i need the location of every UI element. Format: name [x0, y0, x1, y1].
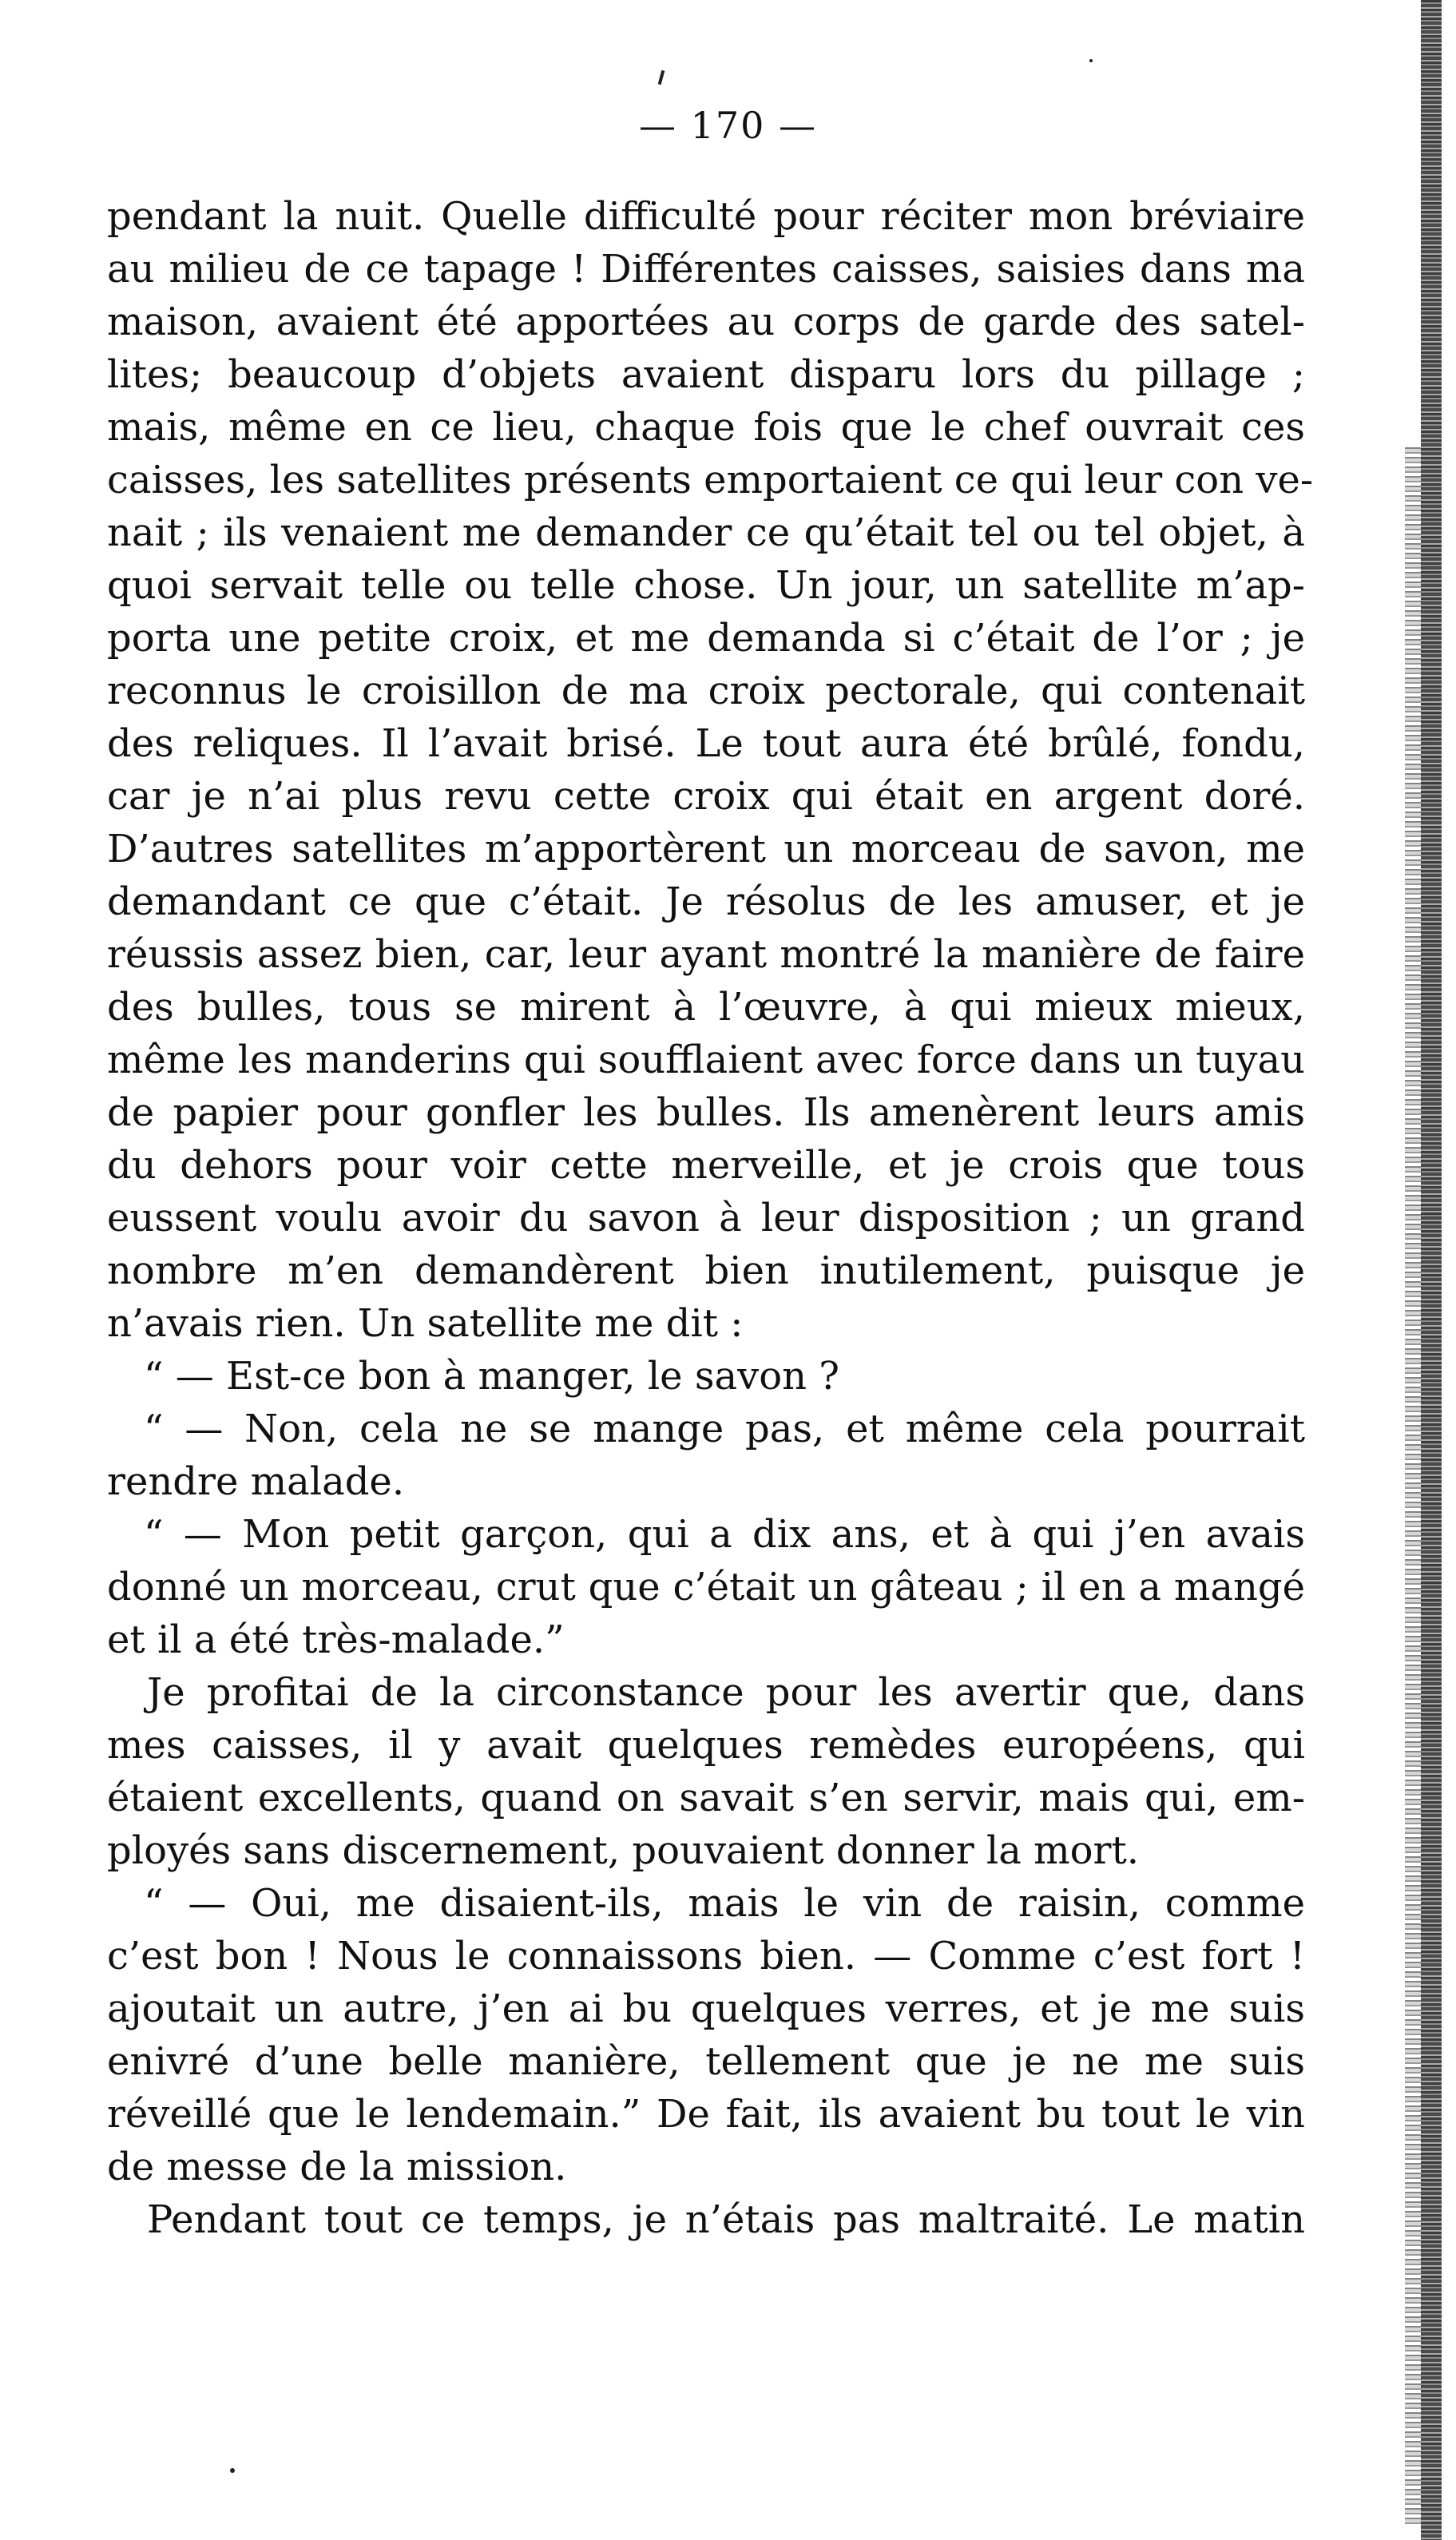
text-line: Pendant tout ce temps, je n’étais pas maltraité. Le matin — [147, 2197, 1305, 2242]
text-line: “ — Non, cela ne se mange pas, et même cela pourrait — [144, 1407, 1305, 1451]
text-line: reconnus le croisillon de ma croix pectorale, qui contenait — [107, 669, 1305, 713]
text-line: pendant la nuit. Quelle difficulté pour réciter mon bréviaire — [107, 194, 1305, 239]
scan-edge-shadow — [1421, 0, 1442, 2540]
text-line: étaient excellents, quand on savait s’en servir, mais qui, em- — [107, 1776, 1305, 1820]
text-line: des reliques. Il l’avait brisé. Le tout aura été brûlé, fondu, — [107, 721, 1305, 766]
text-line: rendre malade. — [107, 1459, 405, 1504]
text-line: et il a été très-malade.” — [107, 1617, 565, 1662]
text-line: D’autres satellites m’apportèrent un morceau de savon, me — [107, 827, 1305, 871]
text-line: Je profitai de la circonstance pour les avertir que, dans — [147, 1670, 1305, 1715]
text-line: “ — Mon petit garçon, qui a dix ans, et à qui j’en avais — [144, 1512, 1305, 1557]
text-line: même les manderins qui soufflaient avec force dans un tuyau — [107, 1038, 1305, 1082]
text-line: donné un morceau, crut que c’était un gâteau ; il en a mangé — [107, 1565, 1305, 1609]
text-line: n’avais rien. Un satellite me dit : — [107, 1301, 744, 1346]
scan-speck — [230, 2468, 235, 2473]
text-line: car je n’ai plus revu cette croix qui était en argent doré. — [107, 774, 1305, 819]
text-line: ajoutait un autre, j’en ai bu quelques verres, et je me suis — [107, 1986, 1305, 2031]
text-line: des bulles, tous se mirent à l’œuvre, à qui mieux mieux, — [107, 985, 1305, 1030]
text-line: nait ; ils venaient me demander ce qu’était tel ou tel objet, à — [107, 510, 1305, 555]
page-number: — 170 — — [638, 104, 818, 147]
body-text — [107, 190, 1314, 2246]
text-line: au milieu de ce tapage ! Différentes caisses, saisies dans ma — [107, 247, 1305, 292]
text-line: demandant ce que c’était. Je résolus de les amuser, et je — [107, 879, 1305, 924]
text-line: lites; beaucoup d’objets avaient disparu lors du pillage ; — [107, 352, 1305, 397]
text-line: mais, même en ce lieu, chaque fois que le chef ouvrait ces — [107, 405, 1305, 450]
text-line: “ — Est-ce bon à manger, le savon ? — [144, 1354, 840, 1399]
text-line: réussis assez bien, car, leur ayant montré la manière de faire — [107, 932, 1305, 977]
print-mark — [658, 70, 665, 85]
scan-edge-noise — [1405, 447, 1421, 2524]
text-line: réveillé que le lendemain.” De fait, ils avaient bu tout le vin — [107, 2092, 1305, 2137]
text-line: eussent voulu avoir du savon à leur disposition ; un grand — [107, 1196, 1305, 1240]
text-line: nombre m’en demandèrent bien inutilement, puisque je — [107, 1248, 1305, 1293]
text-line: du dehors pour voir cette merveille, et je crois que tous — [107, 1143, 1305, 1188]
text-line: maison, avaient été apportées au corps de garde des satel- — [107, 300, 1305, 344]
text-line: mes caisses, il y avait quelques remèdes européens, qui — [107, 1723, 1305, 1768]
text-line: de messe de la mission. — [107, 2145, 567, 2189]
scan-speck — [1089, 59, 1093, 62]
text-line: de papier pour gonfler les bulles. Ils amenèrent leurs amis — [107, 1090, 1305, 1135]
text-line: enivré d’une belle manière, tellement que je ne me suis — [107, 2039, 1305, 2084]
text-line: porta une petite croix, et me demanda si c’était de l’or ; je — [107, 616, 1305, 661]
text-line: ployés sans discernement, pouvaient donner la mort. — [107, 1828, 1140, 1873]
text-line: “ — Oui, me disaient-ils, mais le vin de raisin, comme — [144, 1881, 1305, 1926]
text-line: quoi servait telle ou telle chose. Un jour, un satellite m’ap- — [107, 563, 1305, 608]
text-line: c’est bon ! Nous le connaissons bien. — Comme c’est fort ! — [107, 1934, 1305, 1978]
text-line: caisses, les satellites présents emportaient ce qui leur con ve- — [107, 458, 1314, 502]
